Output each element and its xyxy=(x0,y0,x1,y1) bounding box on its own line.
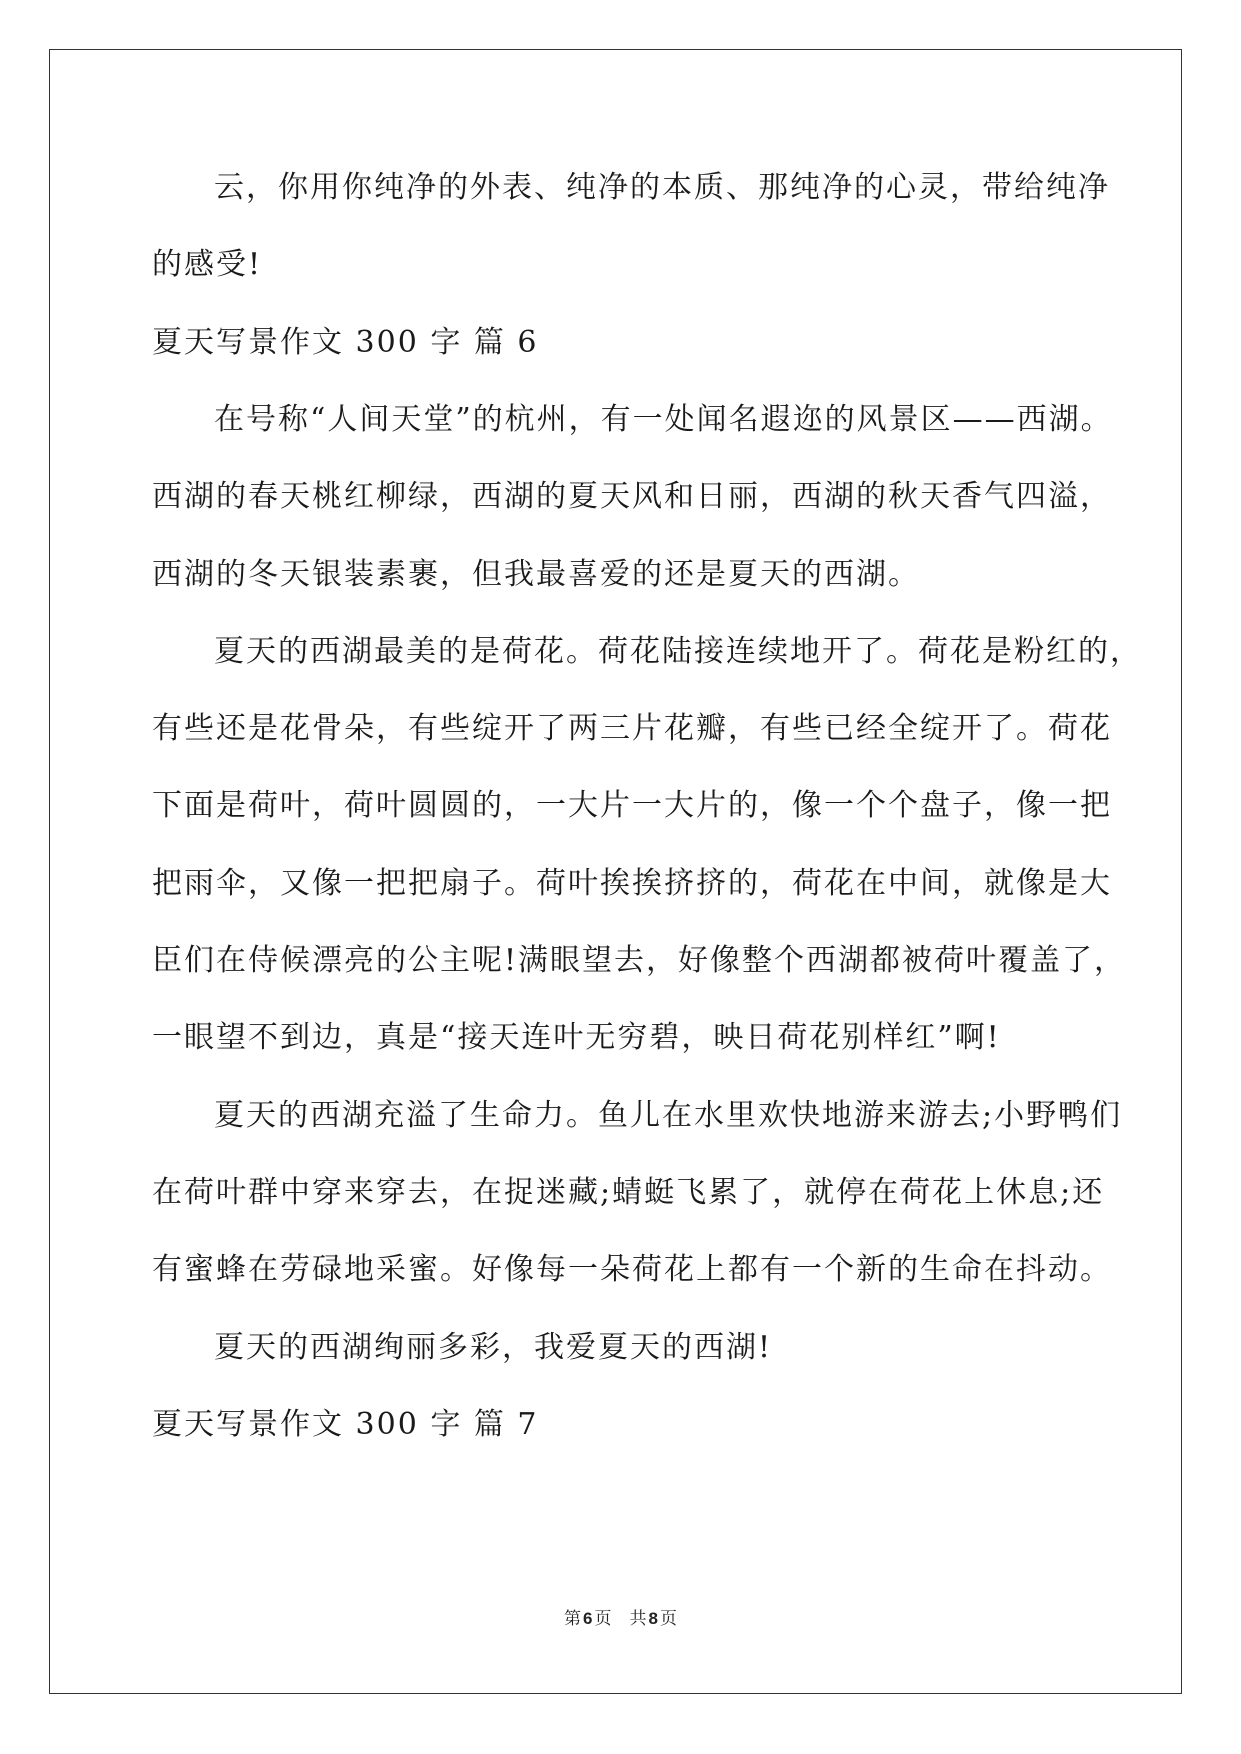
text-line-12: 一眼望不到边，真是“接天连叶无穷碧，映日荷花别样红”啊! xyxy=(152,1020,1001,1055)
text-line-1: 云，你用你纯净的外表、纯净的本质、那纯净的心灵，带给纯净 xyxy=(214,170,1110,205)
text-line-10: 把雨伞，又像一把把扇子。荷叶挨挨挤挤的，荷花在中间，就像是大 xyxy=(152,866,1112,901)
text-line-6: 西湖的冬天银装素裹，但我最喜爱的还是夏天的西湖。 xyxy=(152,557,920,592)
footer-total-unit: 页 xyxy=(659,1609,677,1629)
section-heading-6: 夏天写景作文 300 字 篇 6 xyxy=(152,325,539,360)
current-page-number: 6 xyxy=(583,1609,593,1628)
text-line-8: 有些还是花骨朵，有些绽开了两三片花瓣，有些已经全绽开了。荷花 xyxy=(152,711,1112,746)
text-line-13: 夏天的西湖充溢了生命力。鱼儿在水里欢快地游来游去;小野鸭们 xyxy=(214,1098,1123,1133)
total-pages-number: 8 xyxy=(648,1609,658,1628)
footer-prefix: 第 xyxy=(564,1609,582,1629)
text-line-7: 夏天的西湖最美的是荷花。荷花陆接连续地开了。荷花是粉红的， xyxy=(214,634,1142,669)
footer-page-unit: 页 xyxy=(594,1609,612,1629)
footer-total-prefix: 共 xyxy=(629,1609,647,1629)
text-line-14: 在荷叶群中穿来穿去，在捉迷藏;蜻蜓飞累了，就停在荷花上休息;还 xyxy=(152,1175,1105,1210)
text-line-16: 夏天的西湖绚丽多彩，我爱夏天的西湖! xyxy=(214,1330,773,1365)
text-line-4: 在号称“人间天堂”的杭州，有一处闻名遐迩的风景区——西湖。 xyxy=(214,402,1113,437)
section-heading-7: 夏天写景作文 300 字 篇 7 xyxy=(152,1407,539,1442)
text-line-9: 下面是荷叶，荷叶圆圆的，一大片一大片的，像一个个盘子，像一把 xyxy=(152,788,1112,823)
text-line-15: 有蜜蜂在劳碌地采蜜。好像每一朵荷花上都有一个新的生命在抖动。 xyxy=(152,1252,1112,1287)
page-footer xyxy=(0,1607,1241,1631)
text-line-5: 西湖的春天桃红柳绿，西湖的夏天风和日丽，西湖的秋天香气四溢， xyxy=(152,479,1112,514)
text-line-2: 的感受! xyxy=(152,247,263,282)
text-line-11: 臣们在侍候漂亮的公主呢!满眼望去，好像整个西湖都被荷叶覆盖了， xyxy=(152,943,1127,978)
